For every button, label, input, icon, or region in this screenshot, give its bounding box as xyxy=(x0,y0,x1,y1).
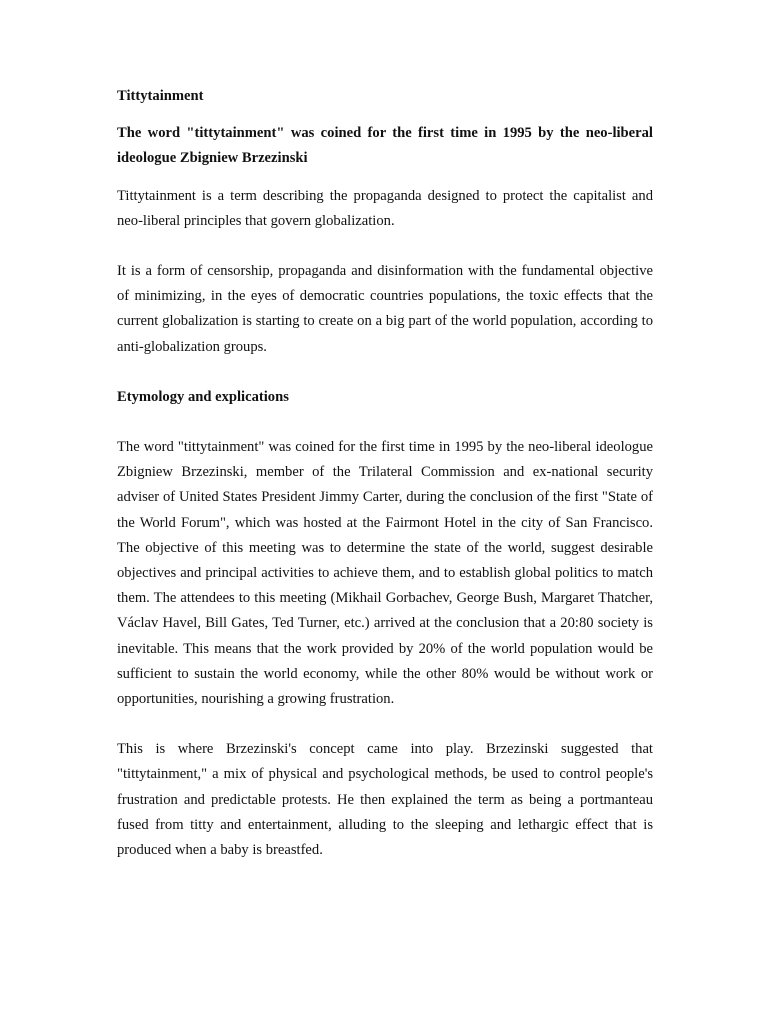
intro-paragraph: Tittytainment is a term describing the propaganda designed to protect the capitalist and neo-liberal principles that govern globalization. xyxy=(117,187,653,229)
section-paragraph: This is where Brzezinski's concept came into play. Brzezinski suggested that "tittytainment," a mix of physical and psychological methods, be used to control people's frustration and predictable protests. He then explained the term as being a portmanteau fused from titty and entertainment, alluding to the sleeping and lethargic effect that is produced when a baby is breastfed. xyxy=(117,741,653,859)
document-lead: The word "tittytainment" was coined for the first time in 1995 by the neo-liberal ideologue Zbigniew Brzezinski xyxy=(117,125,653,167)
section-heading: Etymology and explications xyxy=(117,388,289,405)
document-page xyxy=(117,84,653,888)
document-title: Tittytainment xyxy=(117,88,204,104)
section-paragraph: The word "tittytainment" was coined for the first time in 1995 by the neo-liberal ideologue Zbigniew Brzezinski, member of the Trilateral Commission and ex-national security adviser of United States President Jimmy Carter, during the conclusion of the first "State of the World Forum", which was hosted at the Fairmont Hotel in the city of San Francisco. The objective of this meeting was to determine the state of the world, suggest desirable objectives and principal activities to achieve them, and to establish global politics to match them. The attendees to this meeting (Mikhail Gorbachev, George Bush, Margaret Thatcher, Václav Havel, Bill Gates, Ted Turner, etc.) arrived at the conclusion that a 20:80 society is inevitable. This means that the work provided by 20% of the world population would be sufficient to sustain the world economy, while the other 80% would be without work or opportunities, nourishing a growing frustration. xyxy=(117,439,653,708)
intro-paragraph: It is a form of censorship, propaganda and disinformation with the fundamental objective of minimizing, in the eyes of democratic countries populations, the toxic effects that the current globalization is starting to create on a big part of the world population, according to anti-globalization groups. xyxy=(117,263,653,355)
